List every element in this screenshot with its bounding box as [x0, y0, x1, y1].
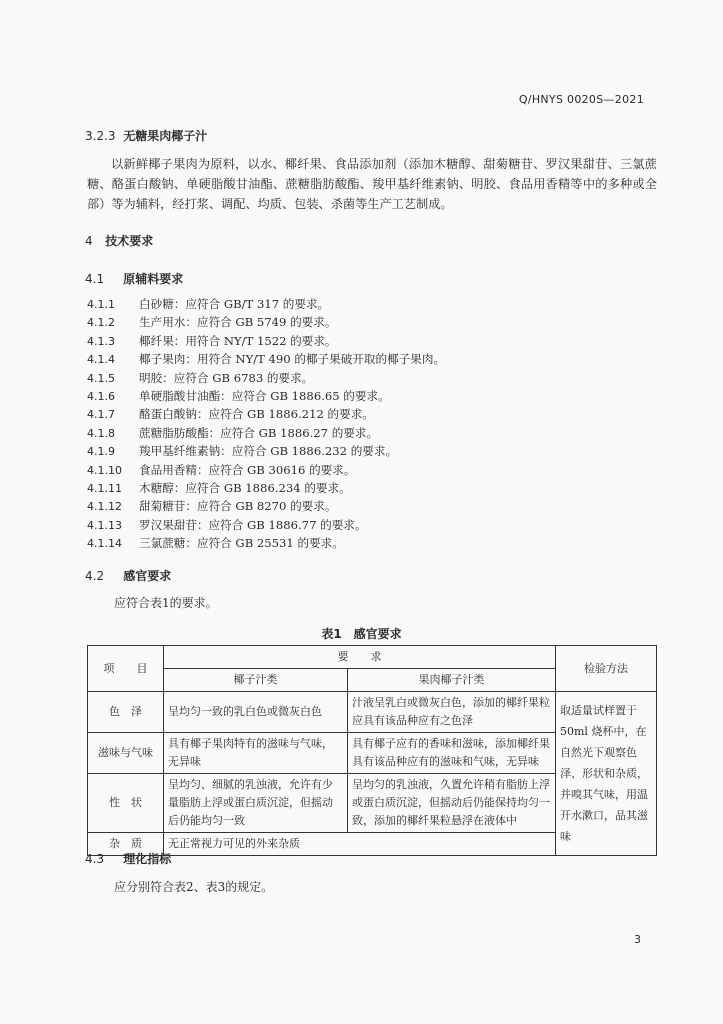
section-4-2-heading [85, 567, 171, 584]
requirement-item [87, 425, 378, 441]
test-method-cell: 取适量试样置于50ml 烧杯中，在自然光下观察色泽、形状和杂质，并嗅其气味，用温开水漱口，品其滋味 [556, 692, 657, 856]
requirement-number: 4.1.12 [87, 500, 122, 514]
section-4-3-heading [85, 850, 171, 867]
requirement-item [87, 462, 355, 478]
header-coconut-juice: 椰子汁类 [164, 669, 348, 692]
row-item: 杂 质 [88, 833, 164, 856]
requirement-item [87, 535, 344, 551]
section-4-3-body: 应分别符合表2、表3的规定。 [114, 880, 274, 894]
section-number: 4.1 [85, 272, 105, 286]
page-number: 3 [634, 933, 641, 946]
table-1-caption: 表1 感官要求 [321, 627, 402, 641]
row-coconut-juice: 呈均匀、细腻的乳浊液，允许有少量脂肪上浮或蛋白质沉淀，但摇动后仍能均匀一致 [164, 774, 348, 833]
requirement-number: 4.1.13 [87, 518, 122, 532]
section-number: 4 [85, 234, 93, 248]
requirement-text: 甜菊糖苷：应符合 GB 8270 的要求。 [139, 499, 337, 514]
row-coconut-juice: 呈均匀一致的乳白色或微灰白色 [164, 692, 348, 733]
requirement-item [87, 351, 445, 367]
requirement-text: 椰子果肉：用符合 NY/T 490 的椰子果破开取的椰子果肉。 [139, 352, 446, 367]
requirement-item [87, 314, 336, 330]
section-number: 4.3 [85, 852, 105, 866]
row-coconut-juice: 具有椰子果肉特有的滋味与气味，无异味 [164, 733, 348, 774]
section-3-2-3-body: 以新鲜椰子果肉为原料，以水、椰纤果、食品添加剂（添加木糖醇、甜菊糖苷、罗汉果甜苷、三氯蔗糖、酪蛋白酸钠、单硬脂酸甘油酯、蔗糖脂肪酸酯、羧甲基纤维素钠、明胶、食品用香精等中的多种或全部）等为辅料，经打浆、调配、均质、包装、杀菌等生产工艺制成。 [87, 157, 657, 211]
row-item: 性 状 [88, 774, 164, 833]
section-3-2-3-heading [85, 127, 207, 144]
requirement-number: 4.1.14 [87, 537, 122, 551]
requirement-number: 4.1.7 [87, 408, 115, 422]
section-title: 无糖果肉椰子汁 [123, 129, 208, 143]
requirement-number: 4.1.2 [87, 316, 115, 330]
requirement-item [87, 517, 367, 533]
row-pulp-coconut-juice: 具有椰子应有的香味和滋味，添加椰纤果具有该品种应有的滋味和气味，无异味 [348, 733, 556, 774]
requirement-number: 4.1.11 [87, 482, 122, 495]
requirement-item [87, 370, 313, 386]
requirement-item [87, 388, 390, 404]
requirement-text: 椰纤果：用符合 NY/T 1522 的要求。 [139, 333, 337, 348]
requirement-text: 罗汉果甜苷：应符合 GB 1886.77 的要求。 [139, 517, 367, 532]
section-title: 感官要求 [123, 569, 172, 583]
section-4-2-body: 应符合表1的要求。 [114, 596, 218, 610]
requirement-text: 三氯蔗糖：应符合 GB 25531 的要求。 [139, 536, 344, 551]
header-requirement: 要 求 [164, 646, 556, 669]
requirement-number: 4.1.1 [87, 298, 115, 311]
requirement-text: 木糖醇：应符合 GB 1886.234 的要求。 [139, 481, 351, 495]
requirement-number: 4.1.6 [87, 390, 115, 403]
requirement-number: 4.1.4 [87, 353, 115, 367]
requirement-number: 4.1.5 [87, 371, 115, 385]
requirement-item [87, 333, 337, 349]
requirement-item [87, 480, 351, 496]
row-item: 滋味与气味 [88, 733, 164, 774]
requirement-number: 4.1.9 [87, 445, 115, 459]
requirement-text: 蔗糖脂肪酸酯：应符合 GB 1886.27 的要求。 [139, 425, 379, 440]
row-impurity-requirement: 无正常视力可见的外来杂质 [164, 833, 556, 856]
header-pulp-coconut-juice: 果肉椰子汁类 [348, 669, 556, 692]
requirement-number: 4.1.10 [87, 463, 122, 477]
requirement-text: 白砂糖：应符合 GB/T 317 的要求。 [139, 297, 330, 311]
section-title: 理化指标 [123, 852, 172, 866]
row-pulp-coconut-juice: 呈均匀的乳浊液，久置允许稍有脂肪上浮或蛋白质沉淀，但摇动后仍能保持均匀一致，添加的椰纤果粒悬浮在液体中 [348, 774, 556, 833]
requirement-item [87, 406, 374, 422]
section-number: 4.2 [85, 569, 105, 583]
standard-number: Q/HNYS 0020S—2021 [518, 93, 644, 106]
requirement-item [87, 443, 397, 459]
requirement-item [87, 498, 336, 514]
sensory-requirements-table [87, 645, 657, 856]
row-item: 色 泽 [88, 692, 164, 733]
requirement-item [87, 296, 329, 312]
section-title: 技术要求 [105, 234, 154, 248]
requirement-text: 酪蛋白酸钠：应符合 GB 1886.212 的要求。 [139, 407, 374, 422]
row-pulp-coconut-juice: 汁液呈乳白或微灰白色，添加的椰纤果粒应具有该品种应有之色泽 [348, 692, 556, 733]
header-item: 项 目 [88, 646, 164, 692]
requirement-text: 单硬脂酸甘油酯：应符合 GB 1886.65 的要求。 [139, 389, 390, 403]
requirement-text: 明胶：应符合 GB 6783 的要求。 [139, 370, 314, 385]
section-title: 原辅料要求 [123, 272, 184, 286]
requirement-text: 羧甲基纤维素钠：应符合 GB 1886.232 的要求。 [139, 444, 398, 459]
requirement-number: 4.1.3 [87, 334, 115, 348]
requirement-number: 4.1.8 [87, 426, 115, 440]
section-4-1-heading [85, 270, 183, 287]
header-test-method: 检验方法 [556, 646, 657, 692]
table-row [88, 692, 657, 733]
section-number: 3.2.3 [85, 129, 116, 143]
requirement-text: 生产用水：应符合 GB 5749 的要求。 [139, 315, 337, 330]
requirement-text: 食品用香精：应符合 GB 30616 的要求。 [139, 462, 356, 477]
section-4-heading [85, 232, 153, 249]
